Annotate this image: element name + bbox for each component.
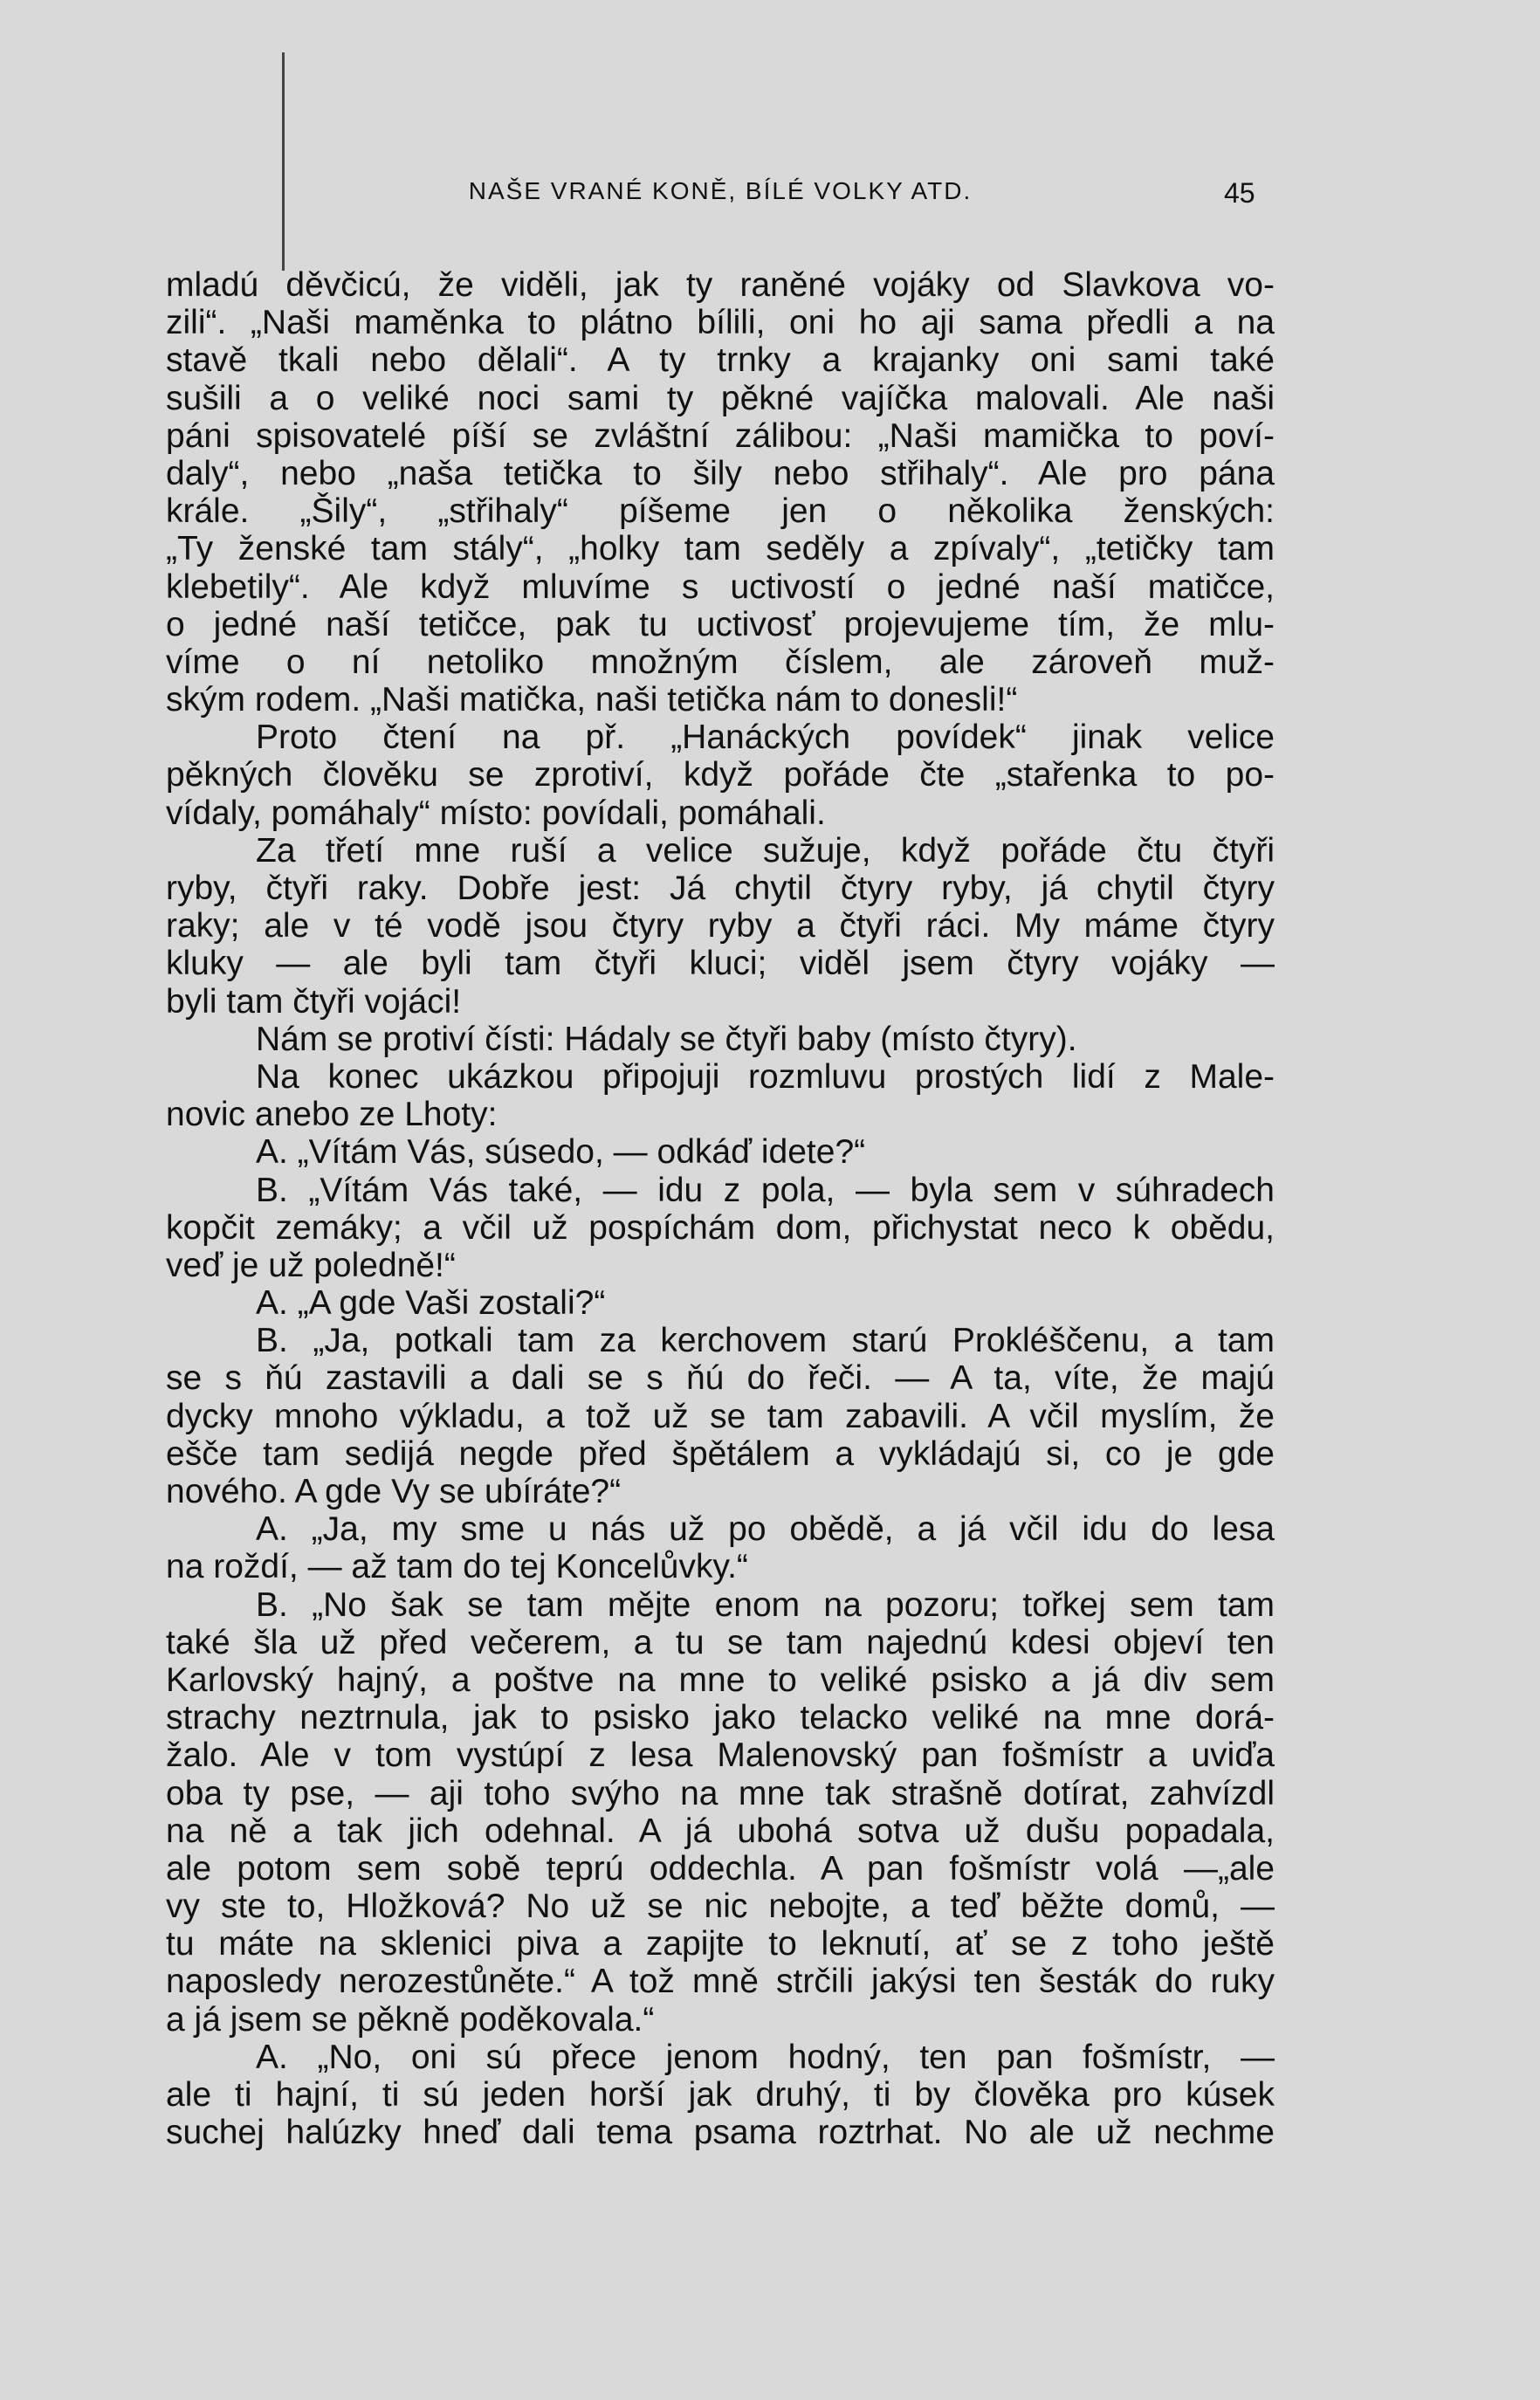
text-line: A. „Vítám Vás, súsedo, — odkáď idete?“ bbox=[256, 1133, 866, 1172]
text-line: žalo. Ale v tom vystúpí z lesa Malenovský pan fošmístr a uviďa bbox=[166, 1736, 1275, 1775]
text-line: dycky mnoho výkladu, a tož už se tam zabavili. A včil myslím, že bbox=[166, 1397, 1275, 1435]
text-line: A. „A gde Vaši zostali?“ bbox=[256, 1284, 606, 1323]
text-line: na roždí, — až tam do tej Koncelůvky.“ bbox=[166, 1548, 748, 1586]
text-line: ale ti hajní, ti sú jeden horší jak druhý, ti by člověka pro kúsek bbox=[166, 2076, 1275, 2114]
text-line: ale potom sem sobě teprú oddechla. A pan fošmístr volá —„ale bbox=[166, 1849, 1275, 1888]
text-line: B. „Ja, potkali tam za kerchovem starú Prokléščenu, a tam bbox=[256, 1322, 1275, 1360]
text-line: B. „No šak se tam mějte enom na pozoru; tořkej sem tam bbox=[256, 1585, 1275, 1624]
text-line: klebetily“. Ale když mluvíme s uctivostí o jedné naší matičce, bbox=[166, 567, 1275, 606]
text-line: se s ňú zastavili a dali se s ňú do řeči. — A ta, víte, že majú bbox=[166, 1359, 1275, 1398]
text-line: „Ty ženské tam stály“, „holky tam seděly a zpívaly“, „tetičky tam bbox=[166, 530, 1275, 568]
text-line: zili“. „Naši maměnka to plátno bílili, oni ho aji sama předli a na bbox=[166, 304, 1275, 342]
text-line: ryby, čtyři raky. Dobře jest: Já chytil čtyry ryby, já chytil čtyry bbox=[166, 870, 1275, 907]
text-line: mladú děvčicú, že viděli, jak ty raněné vojáky od Slavkova vo- bbox=[166, 266, 1275, 304]
text-line: naposledy nerozestůněte.“ A tož mně strčili jakýsi ten šesták do ruky bbox=[166, 1963, 1275, 2001]
text-line: stavě tkali nebo dělali“. A ty trnky a krajanky oni sami také bbox=[166, 341, 1275, 380]
text-line: vy ste to, Hložková? No už se nic nebojte, a teď běžte domů, — bbox=[166, 1888, 1275, 1926]
text-line: raky; ale v té vodě jsou čtyry ryby a čtyři ráci. My máme čtyry bbox=[166, 907, 1275, 946]
text-line: pěkných člověku se zprotiví, když pořáde čte „stařenka to po- bbox=[166, 756, 1275, 794]
text-line: A. „No, oni sú přece jenom hodný, ten pan fošmístr, — bbox=[256, 2038, 1275, 2076]
text-line: páni spisovatelé píší se zvláštní zálibou: „Naši mamička to poví- bbox=[166, 416, 1275, 455]
text-line: ským rodem. „Naši matička, naši tetička nám to donesli!“ bbox=[166, 681, 1018, 719]
text-line: Karlovský hajný, a poštve na mne to veliké psisko a já div sem bbox=[166, 1661, 1275, 1699]
text-line: víme o ní netoliko množným číslem, ale zároveň muž- bbox=[166, 643, 1275, 681]
text-line: Na konec ukázkou připojuji rozmluvu prostých lidí z Male- bbox=[256, 1057, 1275, 1096]
text-line: a já jsem se pěkně poděkovala.“ bbox=[166, 2000, 655, 2039]
text-line: A. „Ja, my sme u nás už po obědě, a já včil idu do lesa bbox=[256, 1510, 1275, 1549]
text-line: tu máte na sklenici piva a zapijte to leknutí, ať se z toho ještě bbox=[166, 1925, 1275, 1963]
binding-mark bbox=[282, 52, 285, 271]
text-line: na ně a tak jich odehnal. A já ubohá sotva už dušu popadala, bbox=[166, 1812, 1275, 1850]
text-line: nového. A gde Vy se ubíráte?“ bbox=[166, 1473, 622, 1510]
text-line: veď je už poledně!“ bbox=[166, 1246, 456, 1284]
text-line: Za třetí mne ruší a velice sužuje, když pořáde čtu čtyři bbox=[256, 831, 1275, 870]
text-line: daly“, nebo „naša tetička to šily nebo střihaly“. Ale pro pána bbox=[166, 454, 1275, 492]
text-line: ešče tam sedijá negde před špětálem a vykládajú si, co je gde bbox=[166, 1434, 1275, 1473]
text-line: kopčit zemáky; a včil už pospíchám dom, přichystat neco k obědu, bbox=[166, 1208, 1275, 1247]
text-line: vídaly, pomáhaly“ místo: povídali, pomáhali. bbox=[166, 794, 826, 832]
body-text bbox=[166, 266, 1275, 2151]
text-line: Nám se protiví čísti: Hádaly se čtyři baby (místo čtyry). bbox=[256, 1020, 1077, 1058]
text-line: krále. „Šily“, „střihaly“ píšeme jen o několika ženských: bbox=[166, 492, 1275, 531]
text-line: kluky — ale byli tam čtyři kluci; viděl jsem čtyry vojáky — bbox=[166, 945, 1275, 983]
page-number: 45 bbox=[1224, 177, 1255, 209]
text-line: B. „Vítám Vás také, — idu z pola, — byla sem v súhradech bbox=[256, 1171, 1275, 1209]
text-line: strachy neztrnula, jak to psisko jako telacko veliké na mne dorá- bbox=[166, 1699, 1275, 1737]
text-line: také šla už před večerem, a tu se tam najednú kdesi objeví ten bbox=[166, 1623, 1275, 1661]
text-line: suchej halúzky hneď dali tema psama roztrhat. No ale už nechme bbox=[166, 2114, 1275, 2152]
text-line: o jedné naší tetičce, pak tu uctivosť projevujeme tím, že mlu- bbox=[166, 605, 1275, 643]
running-header: NAŠE VRANÉ KONĚ, BÍLÉ VOLKY ATD. bbox=[468, 177, 973, 204]
text-line: novic anebo ze Lhoty: bbox=[166, 1096, 498, 1134]
text-line: sušili a o veliké noci sami ty pěkné vajíčka malovali. Ale naši bbox=[166, 379, 1275, 417]
text-line: Proto čtení na př. „Hanáckých povídek“ jinak velice bbox=[256, 719, 1275, 757]
text-line: oba ty pse, — aji toho svýho na mne tak strašně dotírat, zahvízdl bbox=[166, 1774, 1275, 1812]
text-line: byli tam čtyři vojáci! bbox=[166, 982, 462, 1021]
